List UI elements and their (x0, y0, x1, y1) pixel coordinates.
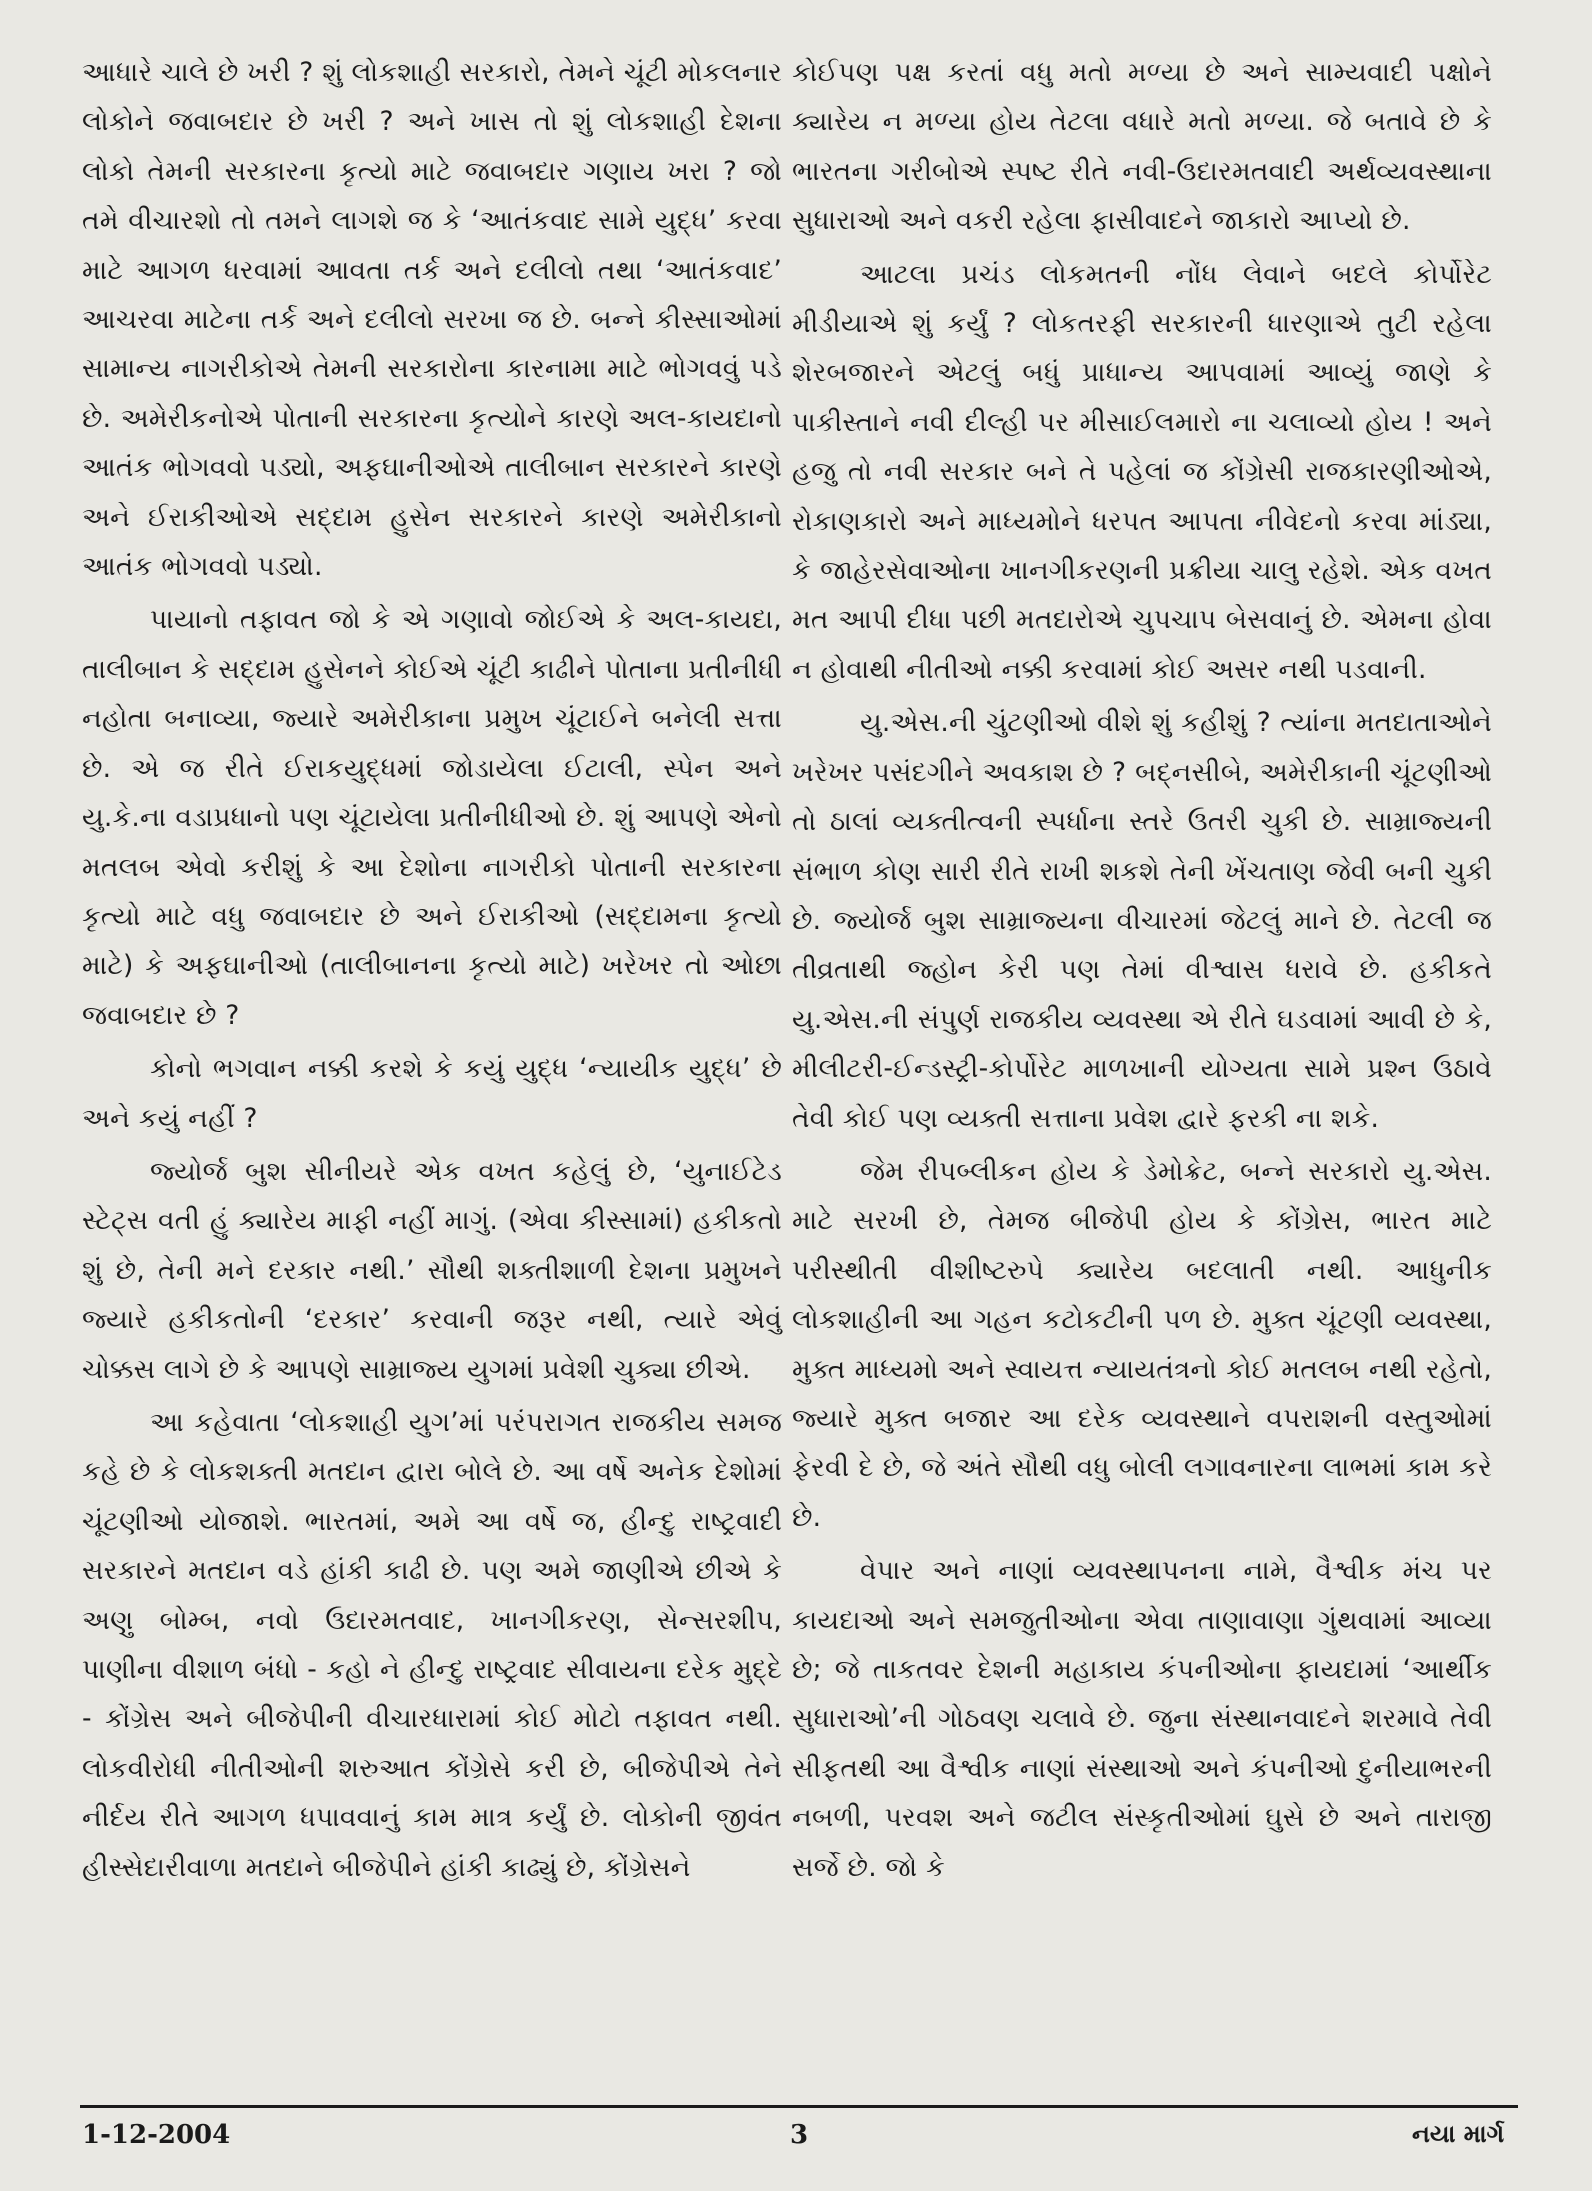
paragraph: કોનો ભગવાન નક્કી કરશે કે કયું યુદ્ધ ‘ન્યાયીક યુદ્ધ’ છે અને કયું નહીં ? (82, 1053, 782, 1134)
paragraph: આટલા પ્રચંડ લોકમતની નોંધ લેવાને બદલે કોર્પોરેટ મીડીયાએ શું કર્યું ? લોકતરફી સરકારની ધારણાએ તુટી રહેલા શેરબજારને એટલું બધું પ્રાધાન્ય આપવામાં આવ્યું જાણે કે પાકીસ્તાને નવી દીલ્હી પર મીસાઈલમારો ના ચલાવ્યો હોય ! અને હજુ તો નવી સરકાર બને તે પહેલાં જ કોંગ્રેસી રાજકારણીઓએ, રોકાણકારો અને માધ્યમોને ધરપત આપતા નીવેદનો કરવા માંડ્યા, કે જાહેરસેવાઓના ખાનગીકરણની પ્રક્રીયા ચાલુ રહેશે. એક વખત મત આપી દીધા પછી મતદારોએ ચુપચાપ બેસવાનું છે. એમના હોવા ન હોવાથી નીતીઓ નક્કી કરવામાં કોઈ અસર નથી પડવાની. (792, 258, 1492, 685)
right-column (792, 48, 1492, 1896)
issue-date: 1-12-2004 (82, 2120, 231, 2150)
paragraph: આ કહેવાતા ‘લોકશાહી યુગ’માં પરંપરાગત રાજકીય સમજ કહે છે કે લોકશક્તી મતદાન દ્વારા બોલે છે. આ વર્ષે અનેક દેશોમાં ચૂંટણીઓ યોજાશે. ભારતમાં, અમે આ વર્ષે જ, હીન્દુ રાષ્ટ્રવાદી સરકારને મતદાન વડે હાંકી કાઢી છે. પણ અમે જાણીએ છીએ કે અણુ બોમ્બ, નવો ઉદારમતવાદ, ખાનગીકરણ, સેન્સરશીપ, પાણીના વીશાળ બંધો - કહો ને હીન્દુ રાષ્ટ્રવાદ સીવાયના દરેક મુદ્દે - કોંગ્રેસ અને બીજેપીની વીચારધારામાં કોઈ મોટો તફાવત નથી. લોકવીરોધી નીતીઓની શરુઆત કોંગ્રેસે કરી છે, બીજેપીએ તેને નીર્દય રીતે આગળ ધપાવવાનું કામ માત્ર કર્યું છે. લોકોની જીવંત હીસ્સેદારીવાળા મતદાને બીજેપીને હાંકી કાઢ્યું છે, કોંગ્રેસને (82, 1406, 782, 1883)
page-number: 3 (790, 2120, 809, 2150)
paragraph: કોઈપણ પક્ષ કરતાં વધુ મતો મળ્યા છે અને સામ્યવાદી પક્ષોને ક્યારેય ન મળ્યા હોય તેટલા વધારે મતો મળ્યા. જે બતાવે છે કે ભારતના ગરીબોએ સ્પષ્ટ રીતે નવી-ઉદારમતવાદી અર્થવ્યવસ્થાના સુધારાઓ અને વકરી રહેલા ફાસીવાદને જાકારો આપ્યો છે. (792, 57, 1492, 237)
publication-name: નયા માર્ગ (1412, 2120, 1505, 2148)
paragraph: જ્યોર્જ બુશ સીનીયરે એક વખત કહેલું છે, ‘યુનાઈટેડ સ્ટેટ્સ વતી હું ક્યારેય માફી નહીં માગું. (એવા કીસ્સામાં) હકીકતો શું છે, તેની મને દરકાર નથી.’ સૌથી શક્તીશાળી દેશના પ્રમુખને જ્યારે હકીકતોની ‘દરકાર’ કરવાની જરૂર નથી, ત્યારે એવું ચોક્કસ લાગે છે કે આપણે સામ્રાજ્ય યુગમાં પ્રવેશી ચુક્યા છીએ. (82, 1155, 782, 1385)
paragraph: જેમ રીપબ્લીકન હોય કે ડેમોક્રેટ, બન્ને સરકારો યુ.એસ. માટે સરખી છે, તેમજ બીજેપી હોય કે કોંગ્રેસ, ભારત માટે પરીસ્થીતી વીશીષ્ટરુપે ક્યારેય બદલાતી નથી. આધુનીક લોકશાહીની આ ગહન કટોકટીની પળ છે. મુક્ત ચૂંટણી વ્યવસ્થા, મુક્ત માધ્યમો અને સ્વાયત્ત ન્યાયતંત્રનો કોઈ મતલબ નથી રહેતો, જ્યારે મુક્ત બજાર આ દરેક વ્યવસ્થાને વપરાશની વસ્તુઓમાં ફેરવી દે છે, જે અંતે સૌથી વધુ બોલી લગાવનારના લાભમાં કામ કરે છે. (792, 1155, 1492, 1533)
paragraph: વેપાર અને નાણાં વ્યવસ્થાપનના નામે, વૈશ્વીક મંચ પર કાયદાઓ અને સમજુતીઓના એવા તાણાવાણા ગુંથવામાં આવ્યા છે; જે તાકતવર દેશની મહાકાય કંપનીઓના ફાયદામાં ‘આર્થીક સુધારાઓ’ની ગોઠવણ ચલાવે છે. જુના સંસ્થાનવાદને શરમાવે તેવી સીફતથી આ વૈશ્વીક નાણાં સંસ્થાઓ અને કંપનીઓ દુનીયાભરની નબળી, પરવશ અને જટીલ સંસ્કૃતીઓમાં ઘુસે છે અને તારાજી સર્જે છે. જો કે (792, 1555, 1492, 1883)
paragraph: પાયાનો તફાવત જો કે એ ગણાવો જોઈએ કે અલ-કાયદા, તાલીબાન કે સદ્દામ હુસેનને કોઈએ ચૂંટી કાઢીને પોતાના પ્રતીનીધી નહોતા બનાવ્યા, જ્યારે અમેરીકાના પ્રમુખ ચૂંટાઈને બનેલી સત્તા છે. એ જ રીતે ઈરાકયુદ્ધમાં જોડાયેલા ઈટાલી, સ્પેન અને યુ.કે.ના વડાપ્રધાનો પણ ચૂંટાયેલા પ્રતીનીધીઓ છે. શું આપણે એનો મતલબ એવો કરીશું કે આ દેશોના નાગરીકો પોતાની સરકારના કૃત્યો માટે વધુ જવાબદાર છે અને ઈરાકીઓ (સદ્દામના કૃત્યો માટે) કે અફઘાનીઓ (તાલીબાનના કૃત્યો માટે) ખરેખર તો ઓછા જવાબદાર છે ? (82, 604, 782, 1031)
left-column (82, 48, 782, 1896)
paragraph: આધારે ચાલે છે ખરી ? શું લોકશાહી સરકારો, તેમને ચૂંટી મોકલનાર લોકોને જવાબદાર છે ખરી ? અને ખાસ તો શું લોકશાહી દેશના લોકો તેમની સરકારના કૃત્યો માટે જવાબદાર ગણાય ખરા ? જો તમે વીચારશો તો તમને લાગશે જ કે ‘આતંકવાદ સામે યુદ્ધ’ કરવા માટે આગળ ધરવામાં આવતા તર્ક અને દલીલો તથા ‘આતંકવાદ’ આચરવા માટેના તર્ક અને દલીલો સરખા જ છે. બન્ને કીસ્સાઓમાં સામાન્ય નાગરીકોએ તેમની સરકારોના કારનામા માટે ભોગવવું પડે છે. અમેરીકનોએ પોતાની સરકારના કૃત્યોને કારણે અલ-કાયદાનો આતંક ભોગવવો પડ્યો, અફઘાનીઓએ તાલીબાન સરકારને કારણે અને ઈરાકીઓએ સદ્દામ હુસેન સરકારને કારણે અમેરીકાનો આતંક ભોગવવો પડ્યો. (82, 57, 782, 583)
footer-divider (80, 2105, 1518, 2108)
paragraph: યુ.એસ.ની ચુંટણીઓ વીશે શું કહીશું ? ત્યાંના મતદાતાઓને ખરેખર પસંદગીને અવકાશ છે ? બદ્નસીબે, અમેરીકાની ચૂંટણીઓ તો ઠાલાં વ્યક્તીત્વની સ્પર્ધાના સ્તરે ઉતરી ચુકી છે. સામ્રાજ્યની સંભાળ કોણ સારી રીતે રાખી શકશે તેની ખેંચતાણ જેવી બની ચુકી છે. જ્યોર્જ બુશ સામ્રાજ્યના વીચારમાં જેટલું માને છે. તેટલી જ તીવ્રતાથી જ્હોન કેરી પણ તેમાં વીશ્વાસ ધરાવે છે. હકીકતે યુ.એસ.ની સંપુર્ણ રાજકીય વ્યવસ્થા એ રીતે ઘડવામાં આવી છે કે, મીલીટરી-ઈન્ડસ્ટ્રી-કોર્પોરેટ માળખાની યોગ્યતા સામે પ્રશ્ન ઉઠાવે તેવી કોઈ પણ વ્યક્તી સત્તાના પ્રવેશ દ્વારે ફરકી ના શકે. (792, 707, 1492, 1134)
